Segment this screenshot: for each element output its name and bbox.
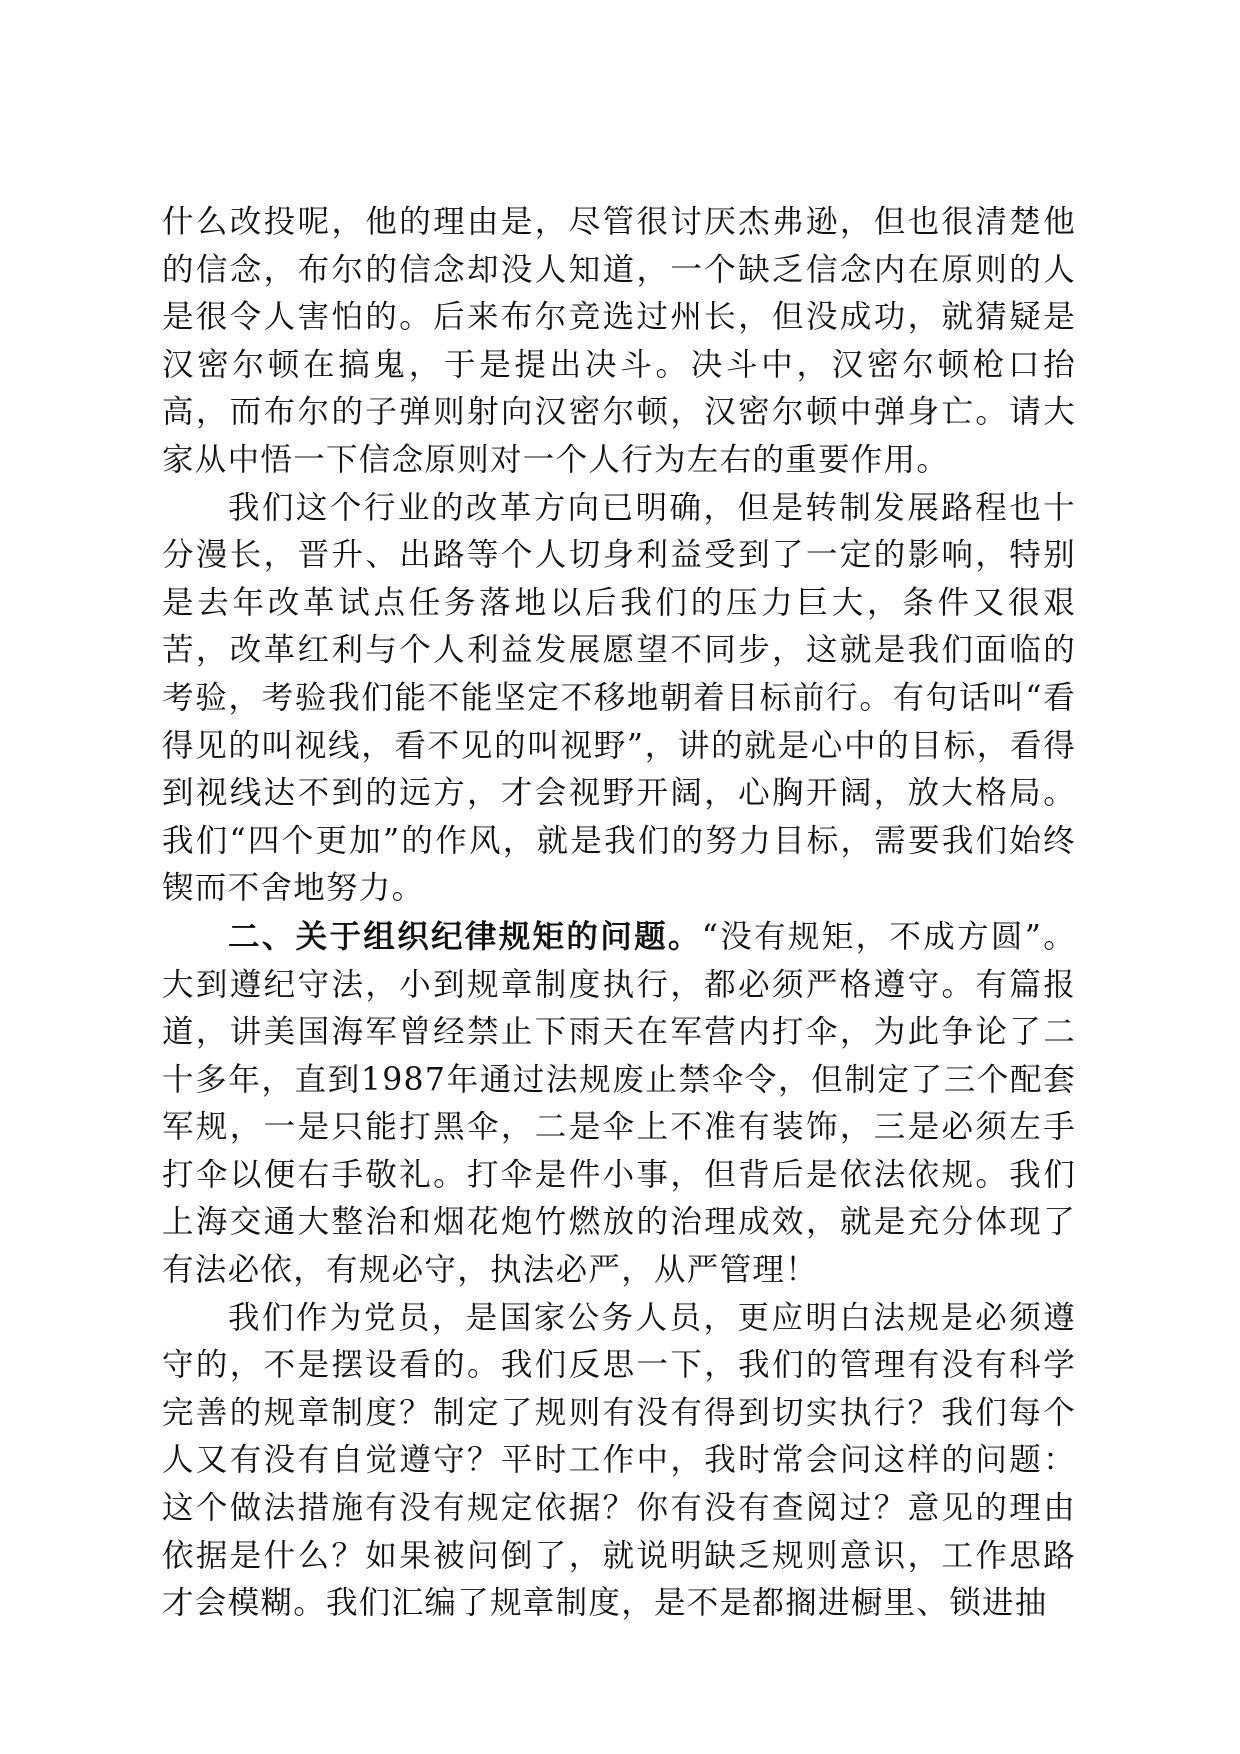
paragraph-continuation: 什么改投呢，他的理由是，尽管很讨厌杰弗逊，但也很清楚他的信念，布尔的信念却没人知道，一个缺乏信念内在原则的人是很令人害怕的。后来布尔竞选过州长，但没成功，就猜疑是汉密尔顿在搞鬼，于是提出决斗。决斗中，汉密尔顿枪口抬高，而布尔的子弹则射向汉密尔顿，汉密尔顿中弹身亡。请大家从中悟一下信念原则对一个人行为左右的重要作用。 bbox=[162, 204, 1076, 478]
paragraph-discipline-body: “没有规矩，不成方圆”。大到遵纪守法，小到规章制度执行，都必须严格遵守。有篇报道，讲美国海军曾经禁止下雨天在军营内打伞，为此争论了二十多年，直到1987年通过法规废止禁伞令，但制定了三个配套军规，一是只能打黑伞，二是伞上不准有装饰，三是必须左手打伞以便右手敬礼。打伞是件小事，但背后是依法依规。我们上海交通大整治和烟花炮竹燃放的治理成效，就是充分体现了有法必依，有规必守，执法必严，从严管理！ bbox=[162, 918, 1077, 1289]
paragraph-party-members: 我们作为党员，是国家公务人员，更应明白法规是必须遵守的，不是摆设看的。我们反思一下，我们的管理有没有科学完善的规章制度？制定了规则有没有得到切实执行？我们每个人又有没有自觉遵守？平时工作中，我时常会问这样的问题：这个做法措施有没有规定依据？你有没有查阅过？意见的理由依据是什么？如果被问倒了，就说明缺乏规则意识，工作思路才会模糊。我们汇编了规章制度，是不是都搁进橱里、锁进抽 bbox=[162, 1299, 1076, 1622]
section-heading: 二、关于组织纪律规矩的问题。 bbox=[228, 917, 702, 955]
paragraph-discipline-rules bbox=[162, 913, 1076, 1295]
document-body bbox=[162, 199, 1076, 1628]
paragraph-reform-direction: 我们这个行业的改革方向已明确，但是转制发展路程也十分漫长，晋升、出路等个人切身利益受到了一定的影响，特别是去年改革试点任务落地以后我们的压力巨大，条件又很艰苦，改革红利与个人利益发展愿望不同步，这就是我们面临的考验，考验我们能不能坚定不移地朝着目标前行。有句话叫“看得见的叫视线，看不见的叫视野”，讲的就是心中的目标，看得到视线达不到的远方，才会视野开阔，心胸开阔，放大格局。我们“四个更加”的作风，就是我们的努力目标，需要我们始终锲而不舍地努力。 bbox=[162, 489, 1076, 907]
